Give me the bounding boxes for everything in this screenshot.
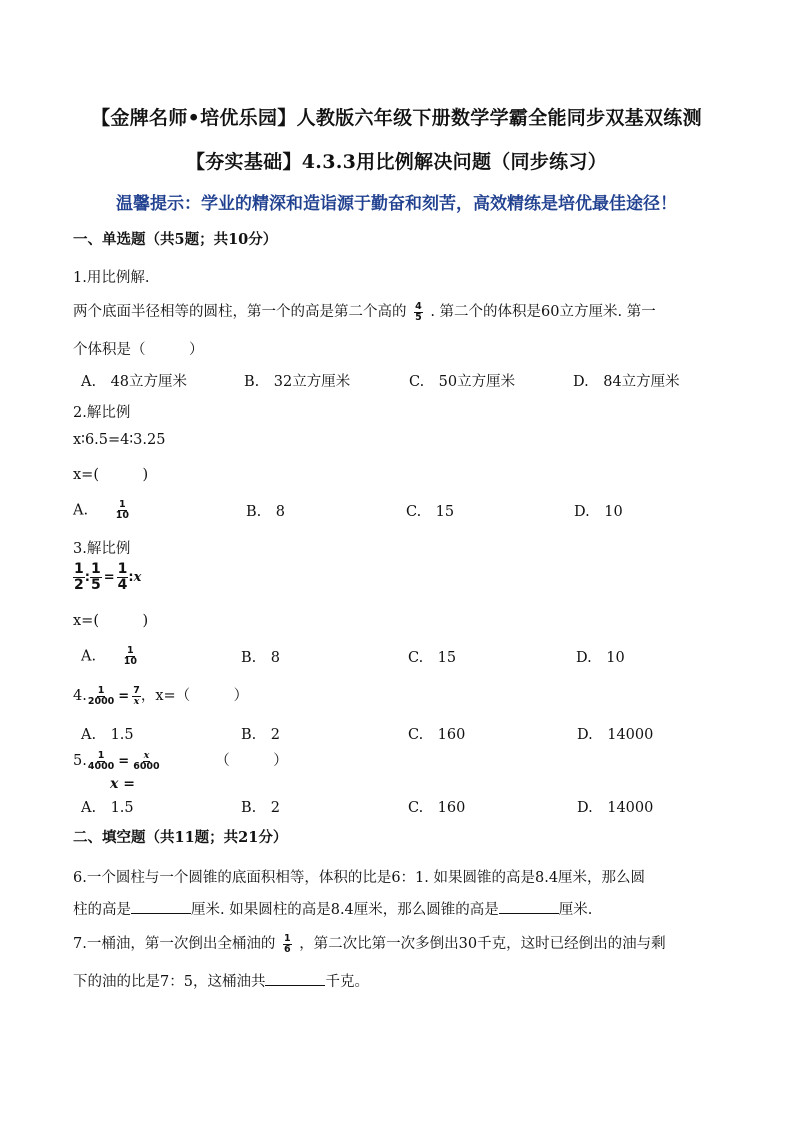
q4-option-d[interactable]: D. 14000 — [577, 727, 654, 743]
q5-var-line: x = — [110, 776, 135, 792]
q6-blank-2[interactable] — [499, 901, 559, 914]
q4-fraction-2 — [132, 686, 141, 707]
q5-equals: = — [118, 753, 130, 769]
q5-paren: （ ） — [215, 753, 288, 769]
q3-option-a-num: 1 — [127, 645, 134, 656]
q1-text-line3: 个体积是（ ） — [73, 342, 204, 358]
q4-suffix: ，x=（ ） — [140, 688, 249, 704]
q5-option-d[interactable]: D. 14000 — [577, 800, 654, 816]
q3-option-a[interactable] — [81, 646, 138, 667]
q5-f1-num: 1 — [97, 749, 105, 761]
worksheet-title: 【金牌名师•培优乐园】人教版六年级下册数学学霸全能同步双基双练测 — [91, 107, 702, 129]
q3-eq-colon-2: : — [128, 570, 134, 585]
q3-eq-fraction-2 — [90, 562, 102, 593]
q7-fraction — [283, 934, 292, 955]
q1-option-d[interactable]: D. 84立方厘米 — [573, 374, 680, 390]
q3-equation — [73, 562, 141, 593]
q3-eq-fraction-1 — [73, 562, 85, 593]
q3-option-a-fraction — [123, 646, 138, 667]
q1-fraction — [414, 302, 423, 323]
q4-equation — [73, 684, 248, 707]
q7-blank[interactable] — [265, 973, 325, 986]
q4-equals: = — [118, 688, 130, 704]
q6-text-c: 厘米. — [558, 902, 593, 918]
q5-equation — [73, 749, 288, 772]
q7-text-b: ，第二次比第一次多倒出30千克，这时已经倒出的油与剩 — [299, 936, 666, 952]
q7-line2 — [73, 970, 369, 991]
q3-eq-f3-den: 4 — [117, 577, 128, 593]
section-heading-single-choice: 一、单选题（共5题；共10分） — [73, 231, 278, 248]
section-heading-fill-in: 二、填空题（共11题；共21分） — [73, 829, 288, 846]
q7-frac-den: 6 — [283, 943, 291, 955]
q4-f2-den: x — [133, 695, 140, 707]
q2-option-c[interactable]: C. 15 — [406, 504, 455, 520]
q3-eq-colon-1: : — [84, 570, 90, 585]
q1-frac-den: 5 — [415, 311, 422, 323]
q4-f1-num: 1 — [97, 684, 105, 696]
q7-text-c: 下的油的比是7：5，这桶油共 — [73, 974, 266, 990]
q5-fraction-2 — [132, 751, 160, 772]
q1-text-a: 两个底面半径相等的圆柱，第一个的高是第二个高的 — [73, 304, 407, 320]
q3-stem: 3.解比例 — [73, 541, 131, 557]
q2-option-a-den: 10 — [115, 510, 129, 521]
q4-prefix: 4. — [73, 688, 87, 704]
q7-text-d: 千克。 — [325, 974, 369, 990]
q5-prefix: 5. — [73, 753, 87, 769]
q6-text-a: 柱的高是 — [73, 902, 131, 918]
q5-option-c[interactable]: C. 160 — [408, 800, 466, 816]
q1-text-line — [73, 300, 656, 323]
q3-option-a-label: A. — [81, 648, 97, 665]
q2-option-d[interactable]: D. 10 — [574, 504, 623, 520]
q2-option-a-label: A. — [73, 502, 89, 519]
q3-option-b[interactable]: B. 8 — [241, 650, 280, 666]
q2-answer-line: x=( ) — [73, 467, 149, 483]
q7-line1 — [73, 932, 666, 955]
q2-option-a[interactable] — [73, 500, 130, 521]
q1-frac-num: 4 — [415, 300, 422, 312]
q3-option-c[interactable]: C. 15 — [408, 650, 457, 666]
q7-frac-num: 1 — [283, 932, 291, 944]
q5-option-a[interactable]: A. 1.5 — [81, 800, 134, 816]
q4-option-c[interactable]: C. 160 — [408, 727, 466, 743]
q1-option-c[interactable]: C. 50立方厘米 — [409, 374, 516, 390]
q3-eq-f2-num: 1 — [90, 561, 101, 577]
q3-answer-line: x=( ) — [73, 613, 149, 629]
q2-option-a-num: 1 — [119, 499, 126, 510]
q1-stem: 1.用比例解. — [73, 270, 150, 286]
q3-eq-f3-num: 1 — [117, 561, 128, 577]
q1-option-a[interactable]: A. 48立方厘米 — [81, 374, 188, 390]
q5-option-b[interactable]: B. 2 — [241, 800, 280, 816]
q6-line1: 6.一个圆柱与一个圆锥的底面积相等，体积的比是6：1. 如果圆锥的高是8.4厘米，那么圆 — [73, 870, 646, 886]
q3-option-a-den: 10 — [123, 656, 137, 667]
q5-f2-num: x — [143, 749, 150, 761]
q4-f2-num: 7 — [133, 684, 140, 696]
q3-eq-equals: = — [103, 570, 115, 585]
q4-fraction-1 — [87, 686, 115, 707]
q3-eq-f2-den: 5 — [90, 577, 101, 593]
q2-equation: x∶6.5=4∶3.25 — [73, 432, 166, 448]
q2-stem: 2.解比例 — [73, 405, 131, 421]
q1-option-b[interactable]: B. 32立方厘米 — [244, 374, 351, 390]
q2-option-b[interactable]: B. 8 — [246, 504, 285, 520]
q1-text-b: . 第二个的体积是60立方厘米. 第一 — [430, 304, 656, 320]
q3-eq-f1-num: 1 — [74, 561, 84, 577]
q4-option-b[interactable]: B. 2 — [241, 727, 280, 743]
tip-banner: 温馨提示：学业的精深和造诣源于勤奋和刻苦，高效精练是培优最佳途径！ — [116, 194, 677, 214]
q7-text-a: 7.一桶油，第一次倒出全桶油的 — [73, 936, 276, 952]
q3-option-d[interactable]: D. 10 — [576, 650, 625, 666]
q3-eq-var: x — [133, 570, 142, 585]
q4-option-a[interactable]: A. 1.5 — [81, 727, 134, 743]
q5-f2-den: 6000 — [133, 760, 160, 772]
q5-f1-den: 4000 — [87, 760, 115, 772]
q5-fraction-1 — [87, 751, 115, 772]
q2-option-a-fraction — [115, 500, 130, 521]
q6-blank-1[interactable] — [131, 901, 191, 914]
q6-line2 — [73, 898, 592, 919]
q6-text-b: 厘米. 如果圆柱的高是8.4厘米，那么圆锥的高是 — [191, 902, 499, 918]
worksheet-subtitle: 【夯实基础】4.3.3用比例解决问题（同步练习） — [185, 151, 608, 173]
q4-f1-den: 2000 — [87, 695, 115, 707]
q3-eq-f1-den: 2 — [74, 577, 84, 593]
q3-eq-fraction-3 — [117, 562, 129, 593]
